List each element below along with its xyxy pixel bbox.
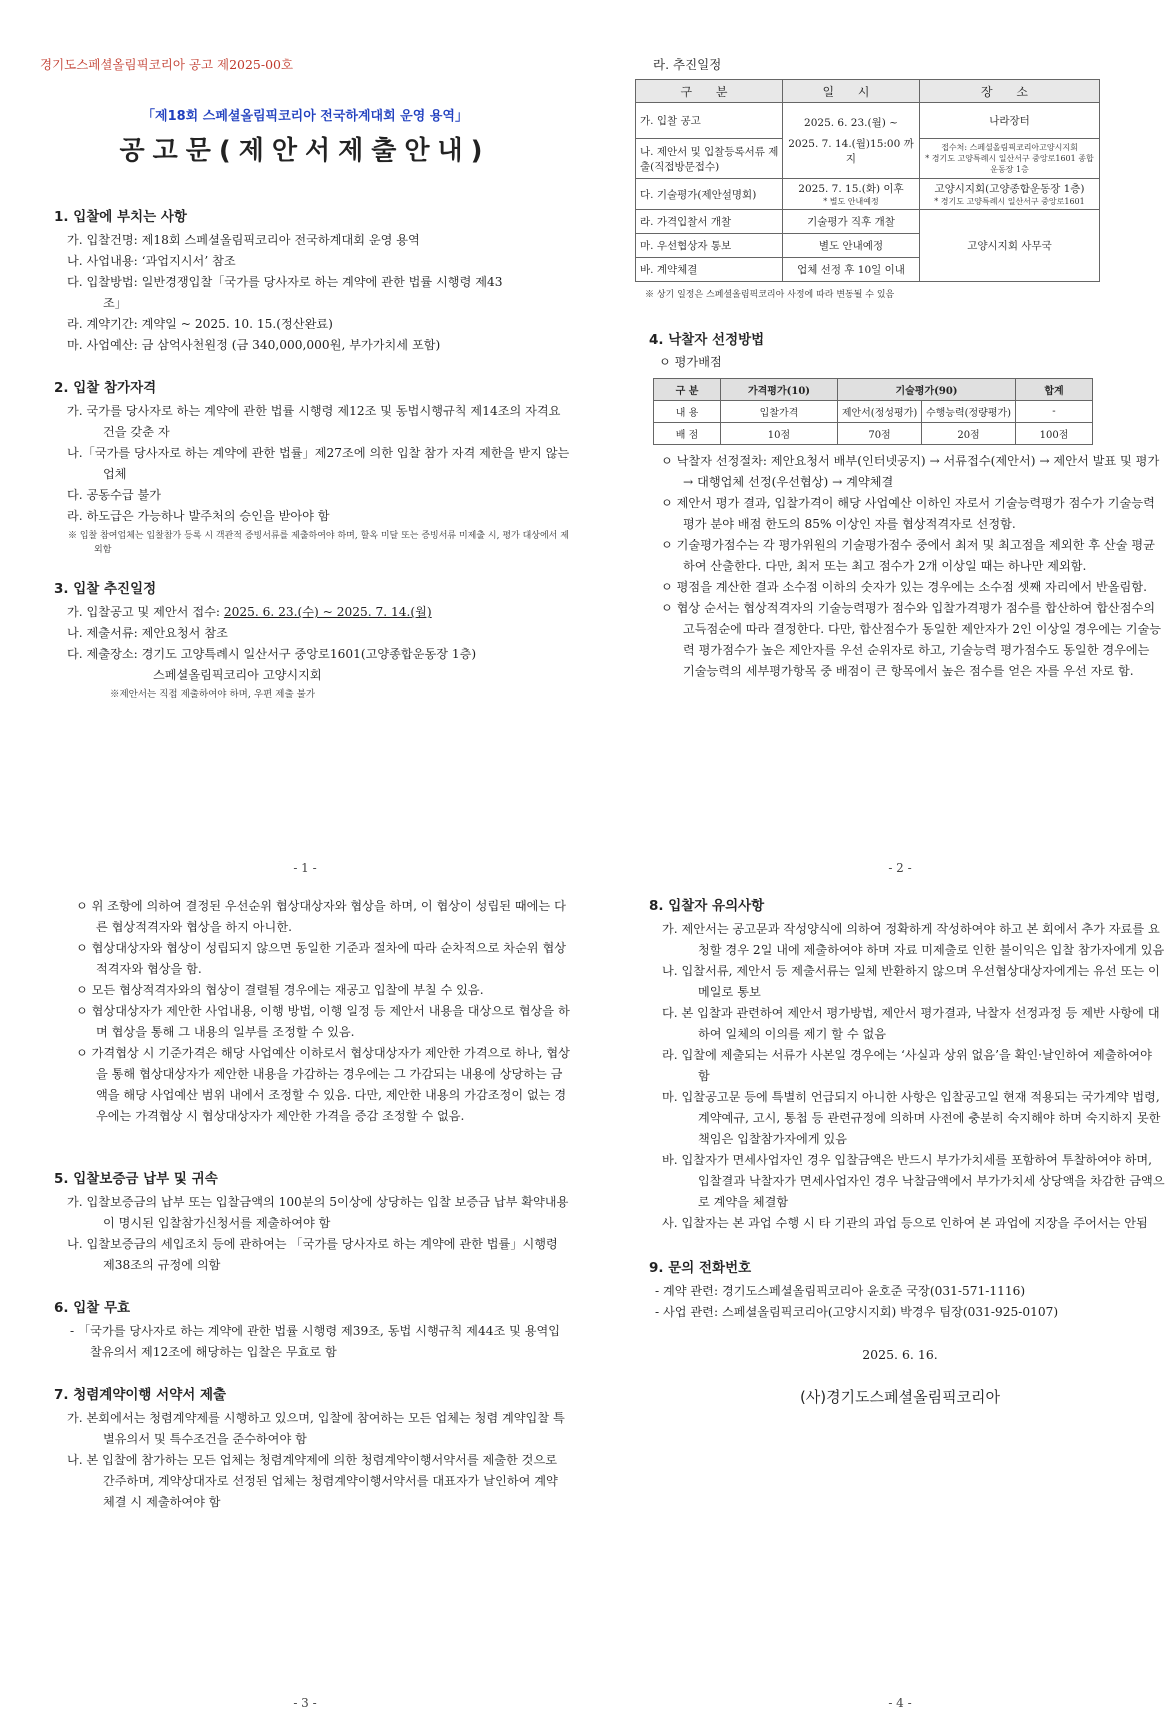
s4-cont-item: ㅇ 모든 협상적격자와의 협상이 결렬될 경우에는 재공고 입찰에 부칠 수 있음. [76,983,484,997]
s4-cont-item: ㅇ 가격협상 시 기준가격은 해당 사업예산 이하로서 협상대상자가 제안한 가격으로 하나, 협상을 통해 협상대상자가 제안한 내용을 가감하는 경우에는 그 가감되는 내용에 상당하는 금액을 해당 사업예산 범위 내에서 조정할 수 있음. 다만, 제안한 내용의 가감조정이 없는 경우에는 가격협상 시 협상대상자가 제안한 가격을 증감 조정할 수 없음. [76,1046,570,1123]
schedule-title: 라. 추진일정 [653,57,722,72]
section-9-heading: 9. 문의 전화번호 [649,1260,752,1276]
page-number: - 3 - [293,1696,317,1710]
section-6-heading: 6. 입찰 무효 [54,1300,131,1316]
schedule-row-label: 라. 가격입찰서 개찰 [636,210,783,234]
eval-cell: - [1016,401,1093,423]
schedule-place: 고양시지회 사무국 [920,210,1100,282]
schedule-place: 나라장터 [920,103,1100,139]
document-date: 2025. 6. 16. [862,1347,938,1362]
schedule-date: 별도 안내예정 [783,234,920,258]
page-number: - 1 - [293,861,317,875]
schedule-table [635,79,1100,282]
eval-header: 기술평가(90) [838,379,1016,401]
eval-cell: 내 용 [654,401,721,423]
page-4 [635,890,1165,1710]
page-3 [40,890,570,1710]
s1-item: 마. 사업예산: 금 삼억사천원정 (금 340,000,000원, 부가가치세 포함) [67,338,441,352]
s2-note: ※ 입찰 참여업체는 입찰참가 등록 시 객관적 증빙서류를 제출하여야 하며, 할옥 미달 또는 증빙서류 미제출 시, 평가 대상에서 제외함 [68,531,569,555]
page-number: - 2 - [888,861,912,875]
s8-item: 나. 입찰서류, 제안서 등 제출서류는 일체 반환하지 않으며 우선협상대상자에게는 유선 또는 이메일로 통보 [662,964,1160,999]
section-4-heading: 4. 낙찰자 선정방법 [649,332,765,348]
section-8-heading: 8. 입찰자 유의사항 [649,898,765,914]
s8-item: 라. 입찰에 제출되는 서류가 사본일 경우에는 ‘사실과 상위 없음’을 확인·날인하여 제출하여야 함 [662,1048,1152,1083]
s3-item: 나. 제출서류: 제안요청서 참조 [67,626,228,640]
schedule-place: 접수처: 스페셜올림픽코리아고양시지회 * 경기도 고양특례시 일산서구 중앙로1601 종합운동장 1층 [920,139,1100,179]
s5-item: 나. 입찰보증금의 세입조치 등에 관하여는 「국가를 당사자로 하는 계약에 관한 법률」시행령 제38조의 규정에 의함 [67,1237,558,1272]
s1-item: 가. 입찰건명: 제18회 스페셜올림픽코리아 전국하계대회 운영 용역 [67,233,420,247]
s3-item-cont: 스페셜올림픽코리아 고양시지회 [153,668,322,682]
eval-cell: 100점 [1016,423,1093,445]
s4-cont-item: ㅇ 협상대상자와 협상이 성립되지 않으면 동일한 기준과 절차에 따라 순차적으로 차순위 협상적격자와 협상을 함. [76,941,566,976]
s8-item: 사. 입찰자는 본 과업 수행 시 타 기관의 과업 등으로 인하여 본 과업에 지장을 주어서는 안됨 [662,1216,1148,1230]
page-number: - 4 - [888,1696,912,1710]
eval-cell: 제안서(정성평가) [838,401,922,423]
s2-item: 나.「국가를 당사자로 하는 계약에 관한 법률」제27조에 의한 입찰 참가 자격 제한을 받지 않는 업체 [67,446,570,481]
s3-item: 다. 제출장소: 경기도 고양특례시 일산서구 중앙로1601(고양종합운동장 1층) [67,647,477,661]
eval-table [653,378,1093,445]
organization-name: (사)경기도스페셜올림픽코리아 [799,1388,1001,1406]
schedule-date: 기술평가 직후 개찰 [783,210,920,234]
s3-item: 가. 입찰공고 및 제안서 접수: 2025. 6. 23.(수) ~ 2025. 7. 14.(월) [67,605,432,619]
page-2 [635,55,1165,875]
page-1 [40,55,570,875]
eval-subtitle: ㅇ 평가배점 [659,355,722,369]
eval-cell: 20점 [922,423,1016,445]
eval-cell: 수행능력(정량평가) [922,401,1016,423]
schedule-header: 구 분 [636,80,783,103]
section-5-heading: 5. 입찰보증금 납부 및 귀속 [54,1171,218,1187]
schedule-row-label: 가. 입찰 공고 [636,103,783,139]
s1-item: 나. 사업내용: ‘과업지시서’ 참조 [67,254,236,268]
section-7-heading: 7. 청렴계약이행 서약서 제출 [54,1387,227,1403]
schedule-header: 일 시 [783,80,920,103]
s6-item: - 「국가를 당사자로 하는 계약에 관한 법률 시행령 제39조, 동법 시행규칙 제44조 및 용역입찰유의서 제12조에 해당하는 입찰은 무효로 함 [70,1324,561,1359]
s1-item: 다. 입찰방법: 일반경쟁입찰「국가를 당사자로 하는 계약에 관한 법률 시행령 제43조」 [67,275,503,310]
s4-cont-item: ㅇ 협상대상자가 제안한 사업내용, 이행 방법, 이행 일정 등 제안서 내용을 대상으로 협상을 하며 협상을 통해 그 내용의 일부를 조정할 수 있음. [76,1004,570,1039]
notice-number: 경기도스페셜올림픽코리아 공고 제2025-00호 [40,57,294,72]
s2-item: 다. 공동수급 불가 [67,488,162,502]
schedule-header: 장 소 [920,80,1100,103]
schedule-date: 업체 선정 후 10일 이내 [783,258,920,282]
document-title: 공고문(제안서제출안내) [119,136,491,166]
eval-header: 구 분 [654,379,721,401]
schedule-row-label: 마. 우선협상자 통보 [636,234,783,258]
section-1-heading: 1. 입찰에 부치는 사항 [54,209,187,225]
eval-cell: 입찰가격 [721,401,838,423]
eval-header: 합계 [1016,379,1093,401]
s7-item: 가. 본회에서는 청렴계약제를 시행하고 있으며, 입찰에 참여하는 모든 업체는 청렴 계약입찰 특별유의서 및 특수조건을 준수하여야 함 [67,1411,565,1446]
eval-cell: 70점 [838,423,922,445]
s8-item: 바. 입찰자가 면세사업자인 경우 입찰금액은 반드시 부가가치세를 포함하여 투찰하여야 하며, 입찰결과 낙찰자가 면세사업자인 경우 낙찰금액에서 부가가치세 상당액을 차감한 금액으로 계약을 체결함 [662,1153,1165,1209]
s4-cont-item: ㅇ 위 조항에 의하여 결정된 우선순위 협상대상자와 협상을 하며, 이 협상이 성립된 때에는 다른 협상적격자와 협상을 하지 아니한. [76,899,566,934]
s3-date-range: 2025. 6. 23.(수) ~ 2025. 7. 14.(월) [223,605,432,619]
s7-item: 나. 본 입찰에 참가하는 모든 업체는 청렴계약제에 의한 청렴계약이행서약서를 제출한 것으로 간주하며, 계약상대자로 선정된 업체는 청렴계약이행서약서를 대표자가 날인하여 계약 체결 시 제출하여야 함 [67,1453,558,1509]
s2-item: 가. 국가를 당사자로 하는 계약에 관한 법률 시행령 제12조 및 동법시행규칙 제14조의 자격요건을 갖춘 자 [67,404,561,439]
s8-item: 마. 입찰공고문 등에 특별히 언급되지 아니한 사항은 입찰공고일 현재 적용되는 국가계약 법령, 계약예규, 고시, 통첩 등 관련규정에 의하며 사전에 충분히 숙지해야 하며 숙지하지 못한 책임은 입찰참가자에게 있음 [662,1090,1161,1146]
section-2-heading: 2. 입찰 참가자격 [54,380,157,396]
s4-item: ㅇ 기술평가점수는 각 평가위원의 기술평가점수 중에서 최저 및 최고점을 제외한 후 산술 평균하여 산출한다. 다만, 최저 또는 최고 점수가 2개 이상일 때는 하나만 제외함. [661,538,1155,573]
s9-item: - 사업 관련: 스페셜올림픽코리아(고양시지회) 박경우 팀장(031-925-0107) [655,1305,1059,1319]
s1-item: 라. 계약기간: 계약일 ~ 2025. 10. 15.(정산완료) [67,317,333,331]
s4-item: ㅇ 낙찰자 선정절차: 제안요청서 배부(인터넷공지) → 서류접수(제안서) → 제안서 발표 및 평가 → 대행업체 선정(우선협상) → 계약체결 [661,454,1160,489]
schedule-place: 고양시지회(고양종합운동장 1층) * 경기도 고양특례시 일산서구 중앙로1601 [920,179,1100,210]
schedule-row-label: 바. 계약체결 [636,258,783,282]
section-3-heading: 3. 입찰 추진일정 [54,581,157,597]
schedule-row-label: 다. 기술평가(제안설명회) [636,179,783,210]
project-subtitle: 「제18회 스페셜올림픽코리아 전국하계대회 운영 용역」 [142,109,468,124]
schedule-date: 2025. 7. 15.(화) 이후 * 별도 안내예정 [783,179,920,210]
eval-header: 가격평가(10) [721,379,838,401]
s4-item: ㅇ 협상 순서는 협상적격자의 기술능력평가 점수와 입찰가격평가 점수를 합산하여 합산점수의 고득점순에 따라 결정한다. 다만, 합산점수가 동일한 제안자가 2인 이상일 경우에는 기술능력 평가점수가 높은 제안자를 우선 순위자로 하고, 기술능력 평가점수도 동일한 경우에는 기술능력의 세부평가항목 중 배점이 큰 항목에서 높은 점수를 얻은 자를 우선 자로 함. [661,601,1162,678]
eval-cell: 10점 [721,423,838,445]
s9-item: - 계약 관련: 경기도스페셜올림픽코리아 윤호준 국장(031-571-1116) [655,1284,1026,1298]
s8-item: 다. 본 입찰과 관련하여 제안서 평가방법, 제안서 평가결과, 낙찰자 선정과정 등 제반 사항에 대하여 일체의 이의를 제기 할 수 없음 [662,1006,1160,1041]
s4-item: ㅇ 제안서 평가 결과, 입찰가격이 해당 사업예산 이하인 자로서 기술능력평가 점수가 기술능력평가 분야 배점 한도의 85% 이상인 자를 협상적격자로 선정함. [661,496,1155,531]
s3-note: ※제안서는 직접 제출하여야 하며, 우편 제출 불가 [110,689,316,700]
schedule-row-label: 나. 제안서 및 입찰등록서류 제출(직접방문접수) [636,139,783,179]
eval-cell: 배 점 [654,423,721,445]
s8-item: 가. 제안서는 공고문과 작성양식에 의하여 정확하게 작성하여야 하고 본 회에서 추가 자료를 요청할 경우 2일 내에 제출하여야 하며 자료 미제출로 인한 불이익은 입찰 참가자에게 있음 [662,922,1165,957]
s4-item: ㅇ 평점을 계산한 결과 소수점 이하의 숫자가 있는 경우에는 소수점 셋째 자리에서 반올림함. [661,580,1147,594]
schedule-date: 2025. 6. 23.(월) ~ 2025. 7. 14.(월)15:00 까지 [783,103,920,179]
s5-item: 가. 입찰보증금의 납부 또는 입찰금액의 100분의 5이상에 상당하는 입찰 보증금 납부 확약내용이 명시된 입찰참가신청서를 제출하여야 함 [67,1195,569,1230]
s2-item: 라. 하도급은 가능하나 발주처의 승인을 받아야 함 [67,509,330,523]
schedule-note: ※ 상기 일정은 스페셜올림픽코리아 사정에 따라 변동될 수 있음 [645,290,895,300]
